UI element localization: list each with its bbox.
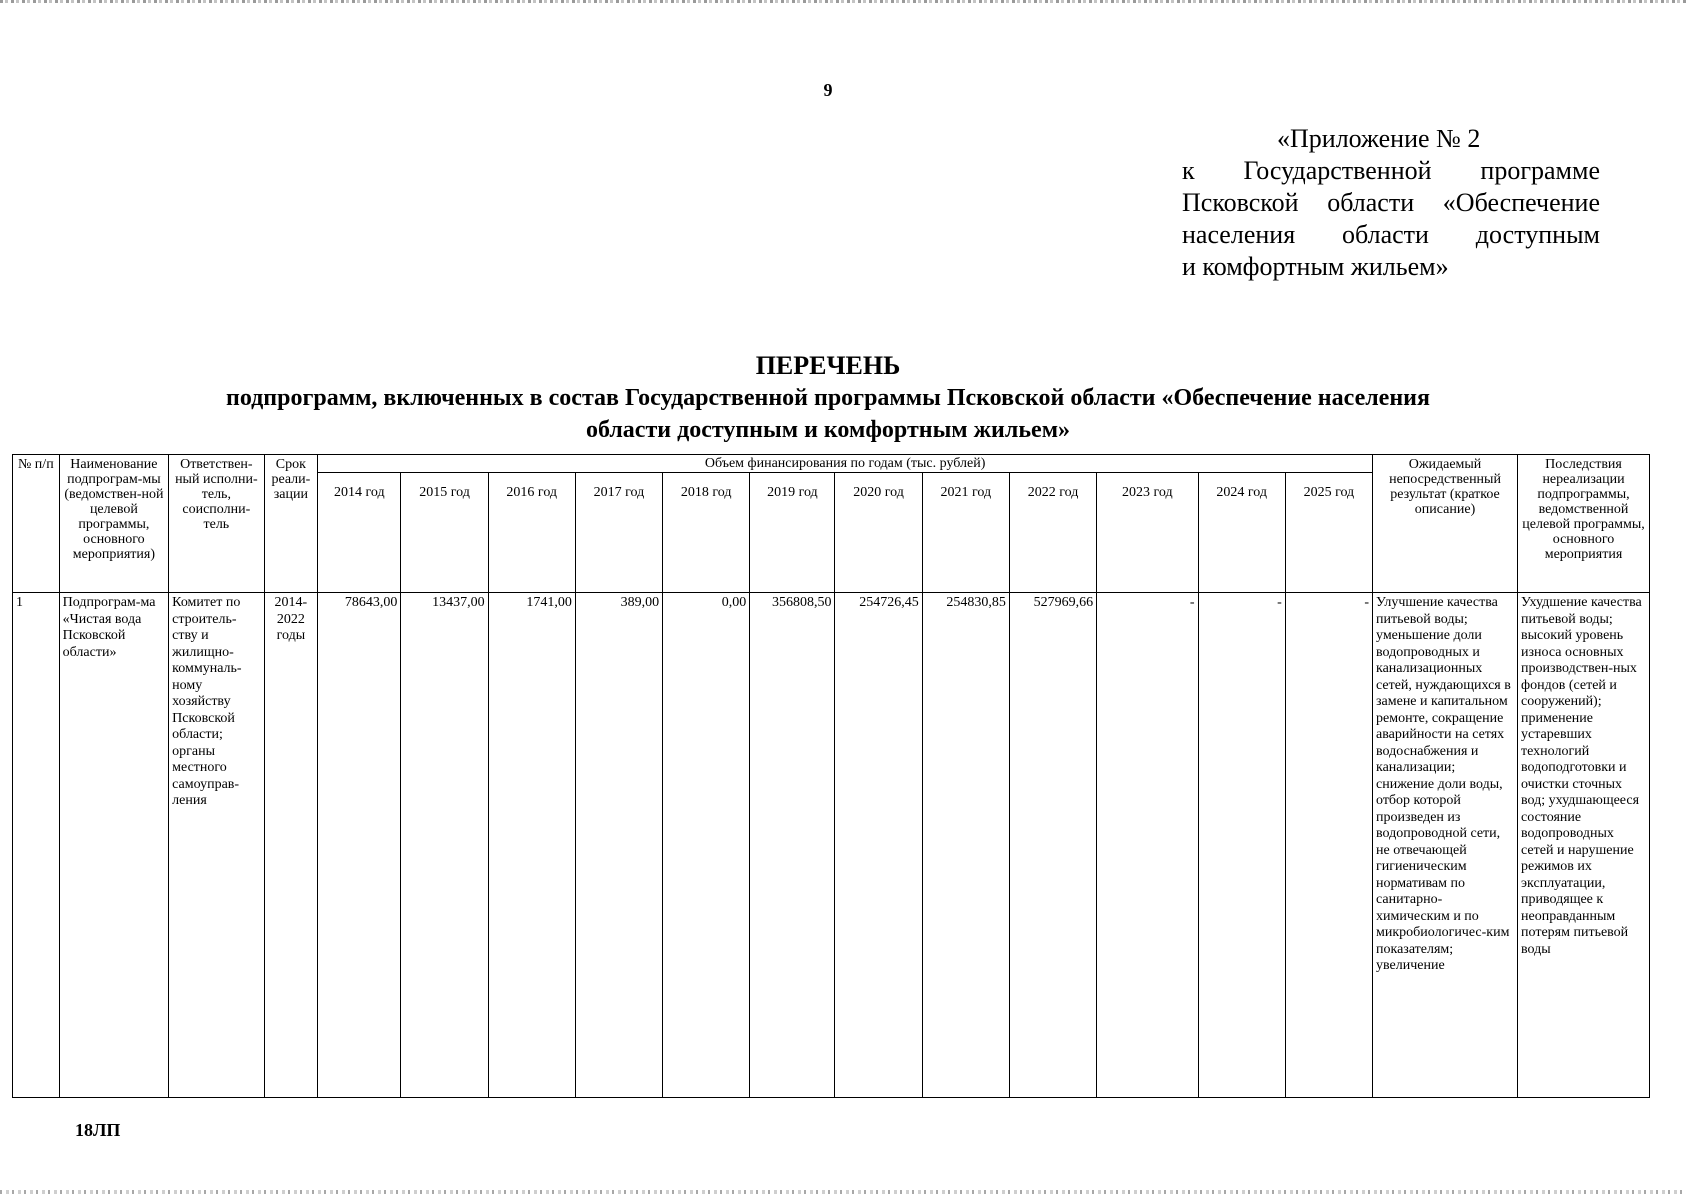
annex-line: населения области доступным — [1182, 220, 1600, 249]
header-year: 2015 год — [401, 473, 488, 593]
annex-block — [1182, 123, 1600, 283]
header-year: 2020 год — [835, 473, 922, 593]
cell-value-2015: 13437,00 — [401, 593, 488, 1098]
header-no: № п/п — [13, 455, 60, 593]
cell-value-2014: 78643,00 — [318, 593, 401, 1098]
cell-term: 2014-2022 годы — [264, 593, 318, 1098]
header-year: 2024 год — [1198, 473, 1285, 593]
page-number: 9 — [823, 80, 833, 100]
subtitle-line: подпрограмм, включенных в состав Государственной программы Псковской области «Обеспечение населения — [226, 385, 1430, 411]
header-result: Ожидаемый непосредственный результат (краткое описание) — [1373, 455, 1518, 593]
cell-value-2025: - — [1285, 593, 1372, 1098]
table-header-row — [13, 455, 1650, 473]
cell-value-2022: 527969,66 — [1009, 593, 1096, 1098]
table-row — [13, 593, 1650, 1098]
cell-no: 1 — [13, 593, 60, 1098]
document-subtitle — [0, 382, 1656, 446]
document-title: ПЕРЕЧЕНЬ — [755, 351, 901, 380]
cell-executor: Комитет по строитель-ству и жилищно-коммуналь-ному хозяйству Псковской области; органы местного самоуправ-ления — [169, 593, 264, 1098]
header-year: 2022 год — [1009, 473, 1096, 593]
subtitle-line: области доступным и комфортным жильем» — [585, 417, 1071, 443]
cell-value-2016: 1741,00 — [488, 593, 575, 1098]
header-year: 2025 год — [1285, 473, 1372, 593]
annex-line: к Государственной программе — [1182, 156, 1600, 185]
cell-result: Улучшение качества питьевой воды; уменьшение доли водопроводных и канализационных сетей, нуждающихся в замене и капитальном ремонте, сокращение аварийности на сетях водоснабжения и канализации; снижение доли воды, отбор которой произведен из водопроводной сети, не отвечающей гигиеническим нормативам по санитарно-химическим и по микробиологичес-ким показателям; увеличение — [1373, 593, 1518, 1098]
header-year: 2023 год — [1097, 473, 1198, 593]
header-executor: Ответствен-ный исполни-тель, соисполни-тель — [169, 455, 264, 593]
header-financing: Объем финансирования по годам (тыс. рублей) — [318, 455, 1373, 473]
cell-value-2021: 254830,85 — [922, 593, 1009, 1098]
cell-value-2017: 389,00 — [575, 593, 662, 1098]
footer-code: 18ЛП — [75, 1120, 121, 1140]
scan-edge-top — [0, 0, 1686, 3]
scan-edge-bottom — [0, 1190, 1686, 1194]
cell-value-2020: 254726,45 — [835, 593, 922, 1098]
header-year: 2021 год — [922, 473, 1009, 593]
header-term: Срок реали-зации — [264, 455, 318, 593]
annex-title: «Приложение № 2 — [1277, 124, 1481, 153]
header-consequences: Последствия нереализации подпрограммы, ведомственной целевой программы, основного мероприятия — [1518, 455, 1650, 593]
header-name: Наименование подпрограм-мы (ведомствен-ной целевой программы, основного мероприятия) — [59, 455, 169, 593]
cell-consequences: Ухудшение качества питьевой воды; высокий уровень износа основных производствен-ных фондов (сетей и сооружений); применение устаревших технологий водоподготовки и очистки сточных вод; ухудшающееся состояние водопроводных сетей и нарушение режимов их эксплуатации, приводящее к неоправданным потерям питьевой воды — [1518, 593, 1650, 1098]
cell-value-2019: 356808,50 — [750, 593, 835, 1098]
cell-name: Подпрограм-ма «Чистая вода Псковской области» — [59, 593, 169, 1098]
header-year: 2018 год — [663, 473, 750, 593]
annex-line: и комфортным жильем» — [1182, 252, 1449, 281]
cell-value-2024: - — [1198, 593, 1285, 1098]
cell-value-2018: 0,00 — [663, 593, 750, 1098]
header-year: 2014 год — [318, 473, 401, 593]
header-year: 2019 год — [750, 473, 835, 593]
cell-value-2023: - — [1097, 593, 1198, 1098]
subprograms-table — [12, 454, 1650, 1098]
header-year: 2016 год — [488, 473, 575, 593]
annex-line: Псковской области «Обеспечение — [1182, 188, 1600, 217]
header-year: 2017 год — [575, 473, 662, 593]
